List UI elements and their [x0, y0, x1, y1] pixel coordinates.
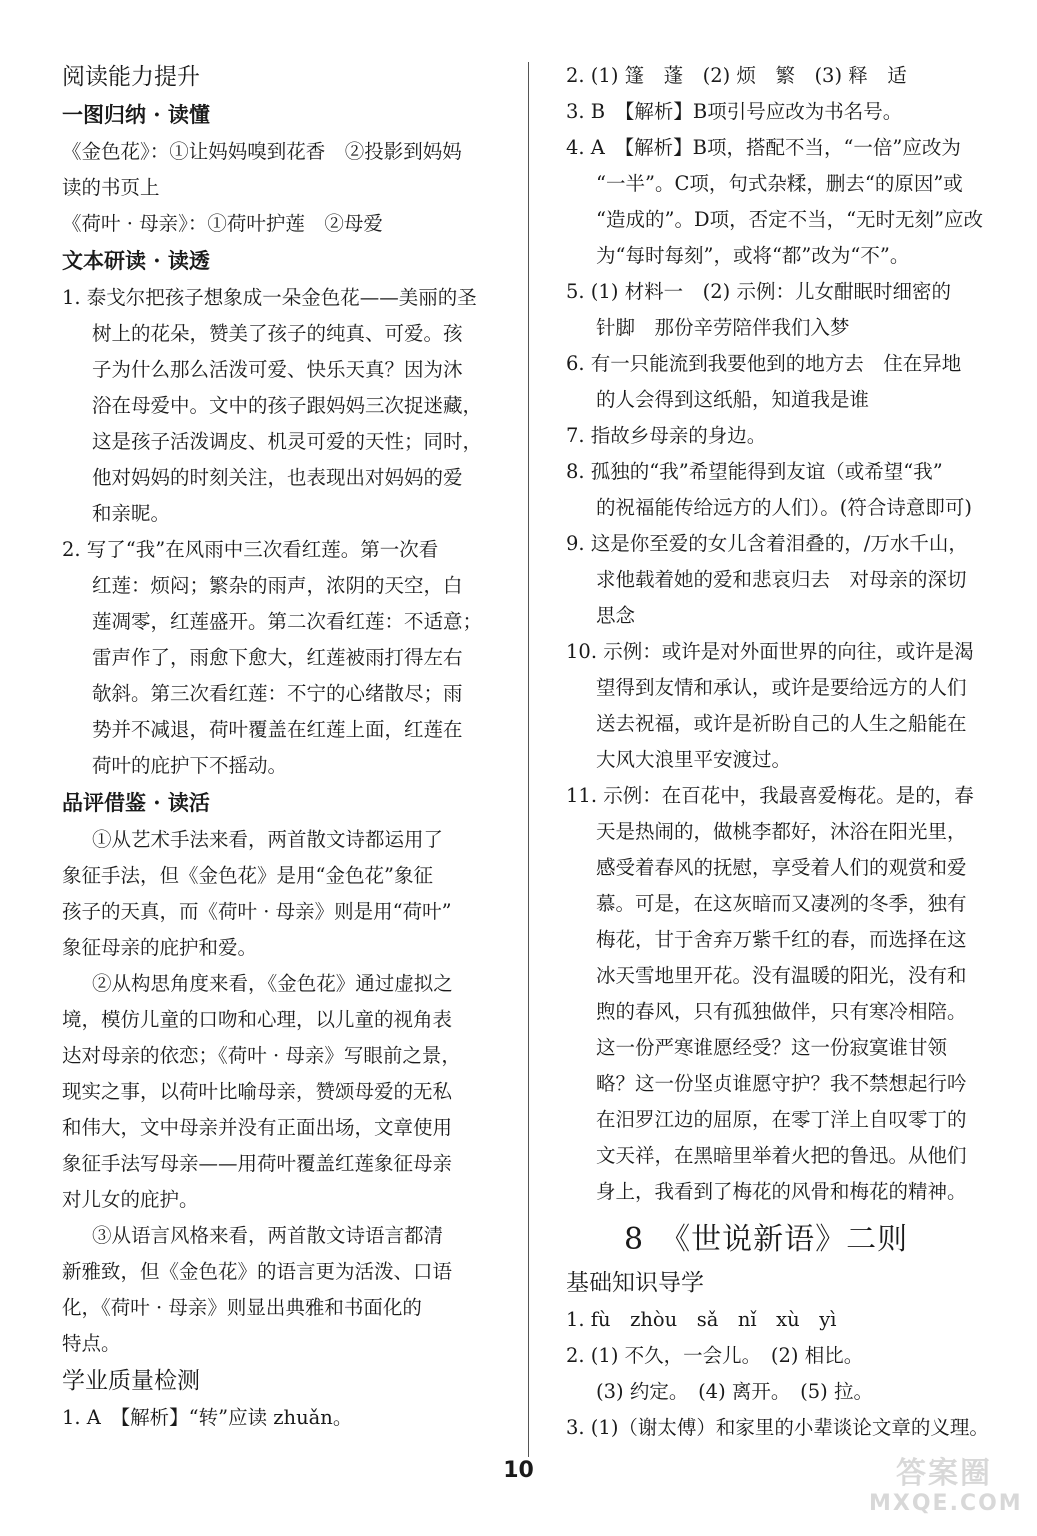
answer-line: 红莲：烦闷；繁杂的雨声，浓阴的天空，白 [92, 574, 463, 597]
section-heading-quality: 学业质量检测 [62, 1368, 200, 1394]
appreciate-para-3 [62, 1218, 492, 1362]
answer-line: 9. 这是你至爱的女儿含着泪叠的，/万水千山， [566, 532, 968, 555]
study-item-1 [62, 280, 492, 532]
answer-line: 象征手法写母亲——用荷叶覆盖红莲象征母亲 [62, 1152, 453, 1175]
appreciate-para-1 [62, 822, 492, 966]
answer-line: 现实之事，以荷叶比喻母亲，赞颂母爱的无私 [62, 1080, 453, 1103]
answer-line: 煦的春风，只有孤独做伴，只有寒冷相陪。 [596, 1000, 967, 1023]
subheading-study: 文本研读 · 读透 [62, 248, 210, 273]
watermark-top: 答案圈 [896, 1456, 992, 1491]
answer-line: 3. B 【解析】B项引号应改为书名号。 [566, 100, 903, 123]
answer-line: 冰天雪地里开花。没有温暖的阳光，没有和 [596, 964, 967, 987]
answer-line: 和伟大，文中母亲并没有正面出场，文章使用 [62, 1116, 453, 1139]
answer-line: 1. 泰戈尔把孩子想象成一朵金色花——美丽的圣 [62, 286, 477, 309]
answer-line: 4. A 【解析】B项，搭配不当，“一倍”应改为 [566, 136, 961, 159]
summary-line: 《荷叶 · 母亲》：①荷叶护莲 ②母爱 [62, 212, 383, 235]
answer-line: 这是孩子活泼调皮、机灵可爱的天性；同时， [92, 430, 483, 453]
study-item-2 [62, 532, 492, 784]
answer-line: 在汨罗江边的屈原，在零丁洋上自叹零丁的 [596, 1108, 967, 1131]
answer-line: 6. 有一只能流到我要他到的地方去 住在异地 [566, 352, 962, 375]
answer-line: 浴在母爱中。文中的孩子跟妈妈三次捉迷藏， [92, 394, 483, 417]
answer-line: 境，模仿儿童的口吻和心理，以儿童的视角表 [62, 1008, 453, 1031]
section-heading-reading: 阅读能力提升 [62, 64, 200, 90]
right-column [566, 58, 998, 1446]
summary-line: 《金色花》：①让妈妈嗅到花香 ②投影到妈妈 [62, 140, 462, 163]
answer-line: 8. 孤独的“我”希望能得到友谊（或希望“我” [566, 460, 943, 483]
answer-line: 雷声作了，雨愈下愈大，红莲被雨打得左右 [92, 646, 463, 669]
answer-line: 树上的花朵，赞美了孩子的纯真、可爱。孩 [92, 322, 463, 345]
answer-6 [566, 346, 998, 418]
answer-10 [566, 634, 998, 778]
summary-block [62, 134, 492, 242]
watermark-bottom: MXQE.COM [869, 1491, 1023, 1516]
answer-line: 求他载着她的爱和悲哀归去 对母亲的深切 [596, 568, 967, 591]
answer-line: 象征母亲的庇护和爱。 [62, 936, 258, 959]
answer-line: 10. 示例：或许是对外面世界的向往，或许是渴 [566, 640, 974, 663]
section-heading-basics: 基础知识导学 [566, 1270, 704, 1296]
answer-line: 天是热闹的，做桃李都好，沐浴在阳光里， [596, 820, 967, 843]
answer-line: 的祝福能传给远方的人们）。(符合诗意即可) [596, 496, 972, 519]
answer-line: 莲凋零，红莲盛开。第二次看红莲：不适意； [92, 610, 483, 633]
subheading-appreciate: 品评借鉴 · 读活 [62, 790, 210, 815]
answer-line: 子为什么那么活泼可爱、快乐天真？因为沐 [92, 358, 463, 381]
answer-line: 5. (1) 材料一 (2) 示例：儿女酣眠时细密的 [566, 280, 951, 303]
answer-line: 思念 [596, 604, 636, 627]
answer-line: 化，《荷叶 · 母亲》则显出典雅和书面化的 [62, 1296, 422, 1319]
answer-line: 达对母亲的依恋；《荷叶 · 母亲》写眼前之景， [62, 1044, 461, 1067]
answer-line: 3. (1)（谢太傅）和家里的小辈谈论文章的义理。 [566, 1416, 989, 1439]
answer-line: ②从构思角度来看，《金色花》通过虚拟之 [92, 972, 453, 995]
left-column [62, 58, 492, 1436]
basics-block [566, 1302, 998, 1446]
answer-line: 2. 写了“我”在风雨中三次看红莲。第一次看 [62, 538, 439, 561]
answer-line: 1. fù zhòu sǎ nǐ xù yì [566, 1308, 837, 1331]
answer-line: 梅花，甘于舍弃万紫千红的春，而选择在这 [596, 928, 967, 951]
answer-line: 他对妈妈的时刻关注，也表现出对妈妈的爱 [92, 466, 463, 489]
subheading-summary: 一图归纳 · 读懂 [62, 102, 210, 127]
answer-line: 和亲昵。 [92, 502, 171, 525]
appreciate-para-2 [62, 966, 492, 1218]
summary-line: 读的书页上 [62, 176, 160, 199]
answer-5 [566, 274, 998, 346]
answer-line: 对儿女的庇护。 [62, 1188, 199, 1211]
answer-4 [566, 130, 998, 274]
answer-line: “一半”。C项，句式杂糅，删去“的原因”或 [596, 172, 963, 195]
answer-line: 2. (1) 篷 蓬 (2) 烦 繁 (3) 释 适 [566, 64, 907, 87]
answer-line: 这一份严寒谁愿经受？这一份寂寞谁甘领 [596, 1036, 948, 1059]
answer-line: 11. 示例：在百花中，我最喜爱梅花。是的，春 [566, 784, 974, 807]
answer-line: 象征手法，但《金色花》是用“金色花”象征 [62, 864, 433, 887]
page-number: 10 [503, 1458, 534, 1483]
answer-8 [566, 454, 998, 526]
answer-line: 势并不减退，荷叶覆盖在红莲上面，红莲在 [92, 718, 463, 741]
answer-line: 身上，我看到了梅花的风骨和梅花的精神。 [596, 1180, 967, 1203]
answer-line: 孩子的天真，而《荷叶 · 母亲》则是用“荷叶” [62, 900, 452, 923]
answer-line: 2. (1) 不久，一会儿。 (2) 相比。 [566, 1344, 864, 1367]
column-divider [528, 62, 529, 1457]
chapter-title: 8 《世说新语》二则 [624, 1222, 909, 1257]
answer-line: 特点。 [62, 1332, 121, 1355]
answer-line: 大风大浪里平安渡过。 [596, 748, 792, 771]
answer-11 [566, 778, 998, 1210]
answer-line: 欹斜。第三次看红莲：不宁的心绪散尽；雨 [92, 682, 463, 705]
answer-line: 感受着春风的抚慰，享受着人们的观赏和爱 [596, 856, 967, 879]
answer-line: (3) 约定。 (4) 离开。 (5) 拉。 [596, 1380, 873, 1403]
quality-answer-1: 1. A 【解析】“转”应读 zhuǎn。 [62, 1406, 353, 1429]
answer-line: 的人会得到这纸船，知道我是谁 [596, 388, 870, 411]
answer-line: 文天祥，在黑暗里举着火把的鲁迅。从他们 [596, 1144, 967, 1167]
answer-line: “造成的”。D项，否定不当，“无时无刻”应改 [596, 208, 984, 231]
answer-line: 为“每时每刻”，或将“都”改为“不”。 [596, 244, 910, 267]
answer-line: ①从艺术手法来看，两首散文诗都运用了 [92, 828, 444, 851]
answer-line: 望得到友情和承认，或许是要给远方的人们 [596, 676, 967, 699]
answer-line: 略？这一份坚贞谁愿守护？我不禁想起行吟 [596, 1072, 967, 1095]
answer-line: ③从语言风格来看，两首散文诗语言都清 [92, 1224, 444, 1247]
watermark-logo [869, 1456, 1023, 1522]
answer-line: 针脚 那份辛劳陪伴我们入梦 [596, 316, 850, 339]
answer-line: 新雅致，但《金色花》的语言更为活泼、口语 [62, 1260, 453, 1283]
answer-9 [566, 526, 998, 634]
answer-7: 7. 指故乡母亲的身边。 [566, 424, 767, 447]
answer-line: 荷叶的庇护下不摇动。 [92, 754, 288, 777]
answer-line: 慕。可是，在这灰暗而又凄冽的冬季，独有 [596, 892, 967, 915]
answer-line: 送去祝福，或许是祈盼自己的人生之船能在 [596, 712, 967, 735]
